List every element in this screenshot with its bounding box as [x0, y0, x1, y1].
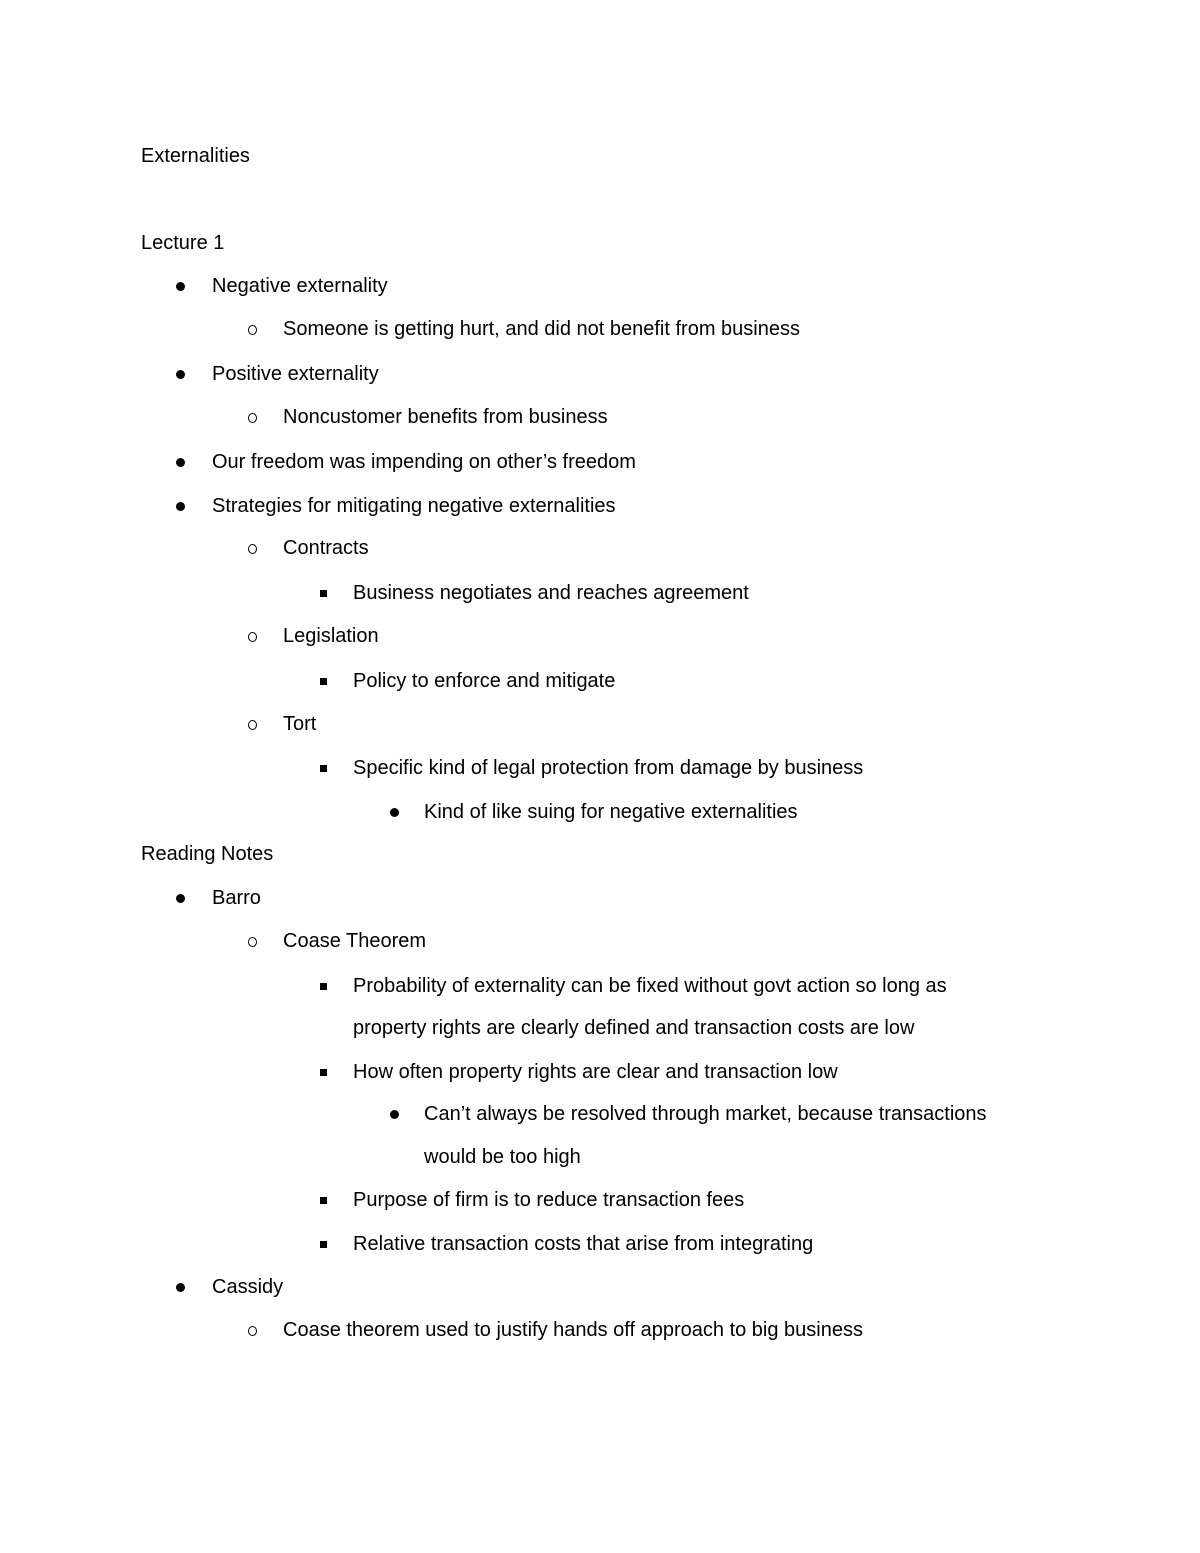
list-item — [0, 1099, 1200, 1129]
list-item — [0, 402, 1200, 432]
list-item-text: Coase theorem used to justify hands off approach to big business — [283, 1319, 863, 1341]
list-item-text: Strategies for mitigating negative externalities — [212, 495, 616, 517]
list-item — [0, 709, 1200, 739]
list-item — [0, 1272, 1200, 1302]
list-item-text: Cassidy — [212, 1276, 284, 1298]
bullet-square-icon — [314, 578, 334, 608]
list-item — [0, 753, 1200, 783]
list-item-text: Relative transaction costs that arise from integrating — [353, 1233, 814, 1255]
document-title: Externalities — [141, 145, 250, 167]
list-item — [0, 1229, 1200, 1259]
list-item — [0, 314, 1200, 344]
bullet-square-icon — [314, 971, 334, 1001]
list-item-text: Negative externality — [212, 275, 388, 297]
bullet-disc-icon — [171, 447, 191, 477]
list-item-text: Someone is getting hurt, and did not benefit from business — [283, 318, 800, 340]
bullet-circle-icon — [243, 402, 263, 432]
list-item — [0, 491, 1200, 521]
list-item-text: Noncustomer benefits from business — [283, 406, 608, 428]
bullet-disc-icon — [171, 1272, 191, 1302]
list-item-text: Can’t always be resolved through market, because transactions — [424, 1103, 987, 1125]
bullet-disc-icon — [385, 797, 405, 827]
list-item-text: Our freedom was impending on other’s freedom — [212, 451, 636, 473]
section-heading — [0, 228, 1200, 258]
list-item-text: Coase Theorem — [283, 930, 427, 952]
list-item-text: Lecture 1 — [141, 232, 225, 254]
bullet-square-icon — [314, 1229, 334, 1259]
list-item-text: Policy to enforce and mitigate — [353, 670, 616, 692]
section-heading — [0, 839, 1200, 869]
bullet-circle-icon — [243, 621, 263, 651]
list-item — [0, 447, 1200, 477]
list-item — [0, 797, 1200, 827]
list-item-text: Probability of externality can be fixed without govt action so long as — [353, 975, 947, 997]
list-item-text: Reading Notes — [141, 843, 274, 865]
bullet-disc-icon — [171, 491, 191, 521]
list-item — [0, 1185, 1200, 1215]
bullet-disc-icon — [385, 1099, 405, 1129]
list-item-text: Positive externality — [212, 363, 379, 385]
list-item — [0, 971, 1200, 1001]
list-item — [0, 883, 1200, 913]
list-item — [0, 1315, 1200, 1345]
list-item — [0, 578, 1200, 608]
list-item-text: Purpose of firm is to reduce transaction fees — [353, 1189, 745, 1211]
list-item — [0, 1142, 1200, 1172]
bullet-circle-icon — [243, 533, 263, 563]
list-item — [0, 666, 1200, 696]
bullet-square-icon — [314, 753, 334, 783]
bullet-circle-icon — [243, 314, 263, 344]
list-item-text: Legislation — [283, 625, 379, 647]
bullet-square-icon — [314, 666, 334, 696]
list-item-text: Tort — [283, 713, 317, 735]
list-item — [0, 271, 1200, 301]
bullet-disc-icon — [171, 271, 191, 301]
list-item — [0, 359, 1200, 389]
bullet-disc-icon — [171, 359, 191, 389]
list-item-text: Kind of like suing for negative externalities — [424, 801, 798, 823]
list-item-text: property rights are clearly defined and transaction costs are low — [353, 1017, 915, 1039]
list-item-text: would be too high — [424, 1146, 581, 1168]
list-item-text: How often property rights are clear and transaction low — [353, 1061, 838, 1083]
list-item — [0, 621, 1200, 651]
bullet-circle-icon — [243, 709, 263, 739]
bullet-square-icon — [314, 1185, 334, 1215]
list-item-text: Contracts — [283, 537, 369, 559]
list-item-text: Barro — [212, 887, 261, 909]
bullet-circle-icon — [243, 926, 263, 956]
list-item-text: Business negotiates and reaches agreement — [353, 582, 749, 604]
list-item — [0, 1013, 1200, 1043]
list-item — [0, 533, 1200, 563]
bullet-circle-icon — [243, 1315, 263, 1345]
list-item — [0, 1057, 1200, 1087]
bullet-square-icon — [314, 1057, 334, 1087]
list-item — [0, 926, 1200, 956]
list-item-text: Specific kind of legal protection from damage by business — [353, 757, 864, 779]
bullet-disc-icon — [171, 883, 191, 913]
